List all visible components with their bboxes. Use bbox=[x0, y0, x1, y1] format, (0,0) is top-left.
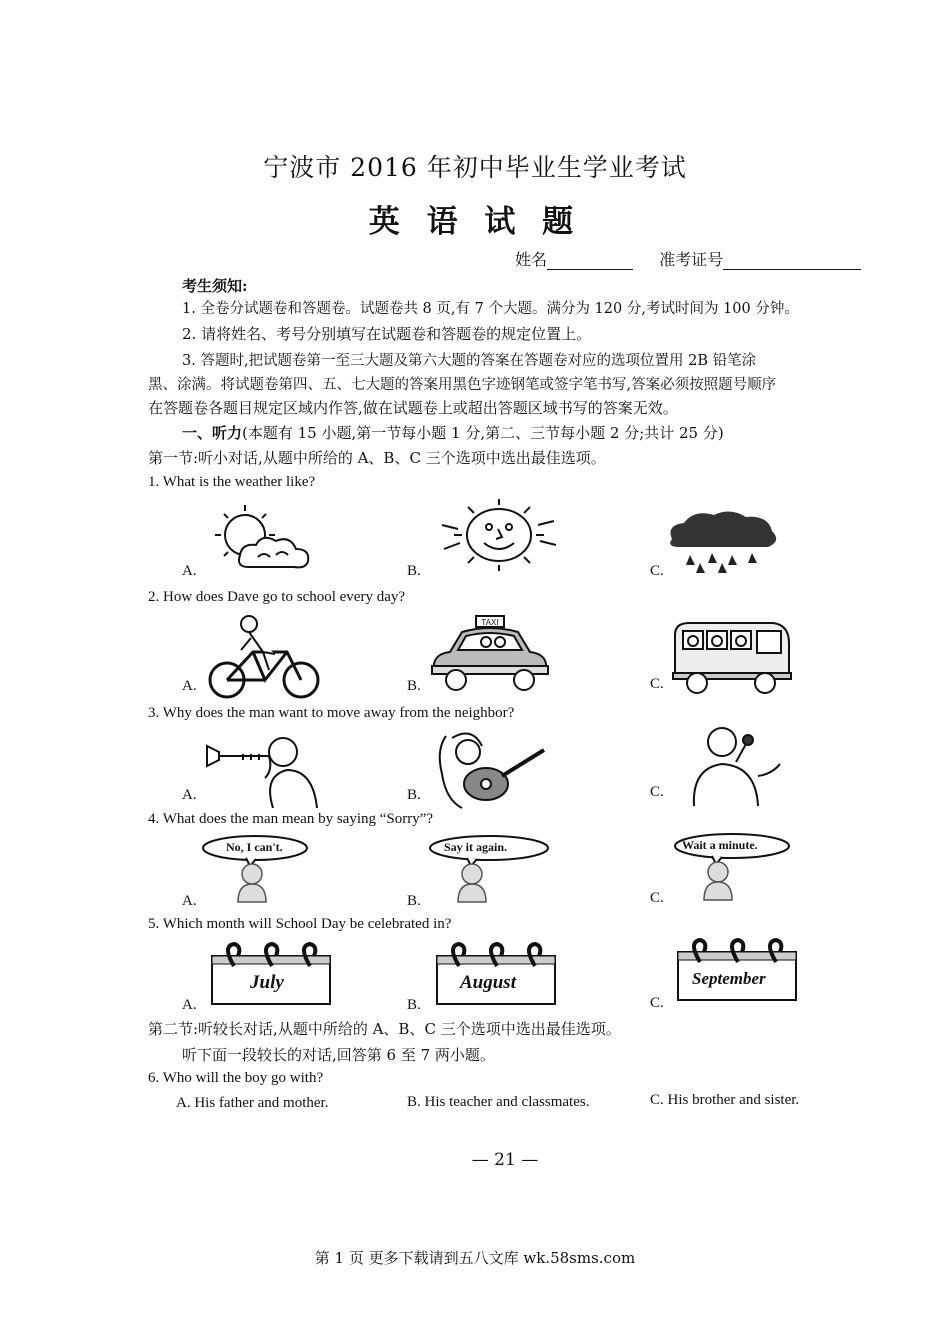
sun-cloud-icon bbox=[200, 497, 320, 577]
rain-cloud-icon bbox=[660, 505, 785, 575]
notice-item-1: 1. 全卷分试题卷和答题卷。试题卷共 8 页,有 7 个大题。满分为 120 分,考试时间为 100 分钟。 bbox=[182, 301, 799, 317]
subject-title: 英 语 试 题 bbox=[368, 204, 582, 240]
id-label: 准考证号 bbox=[659, 250, 724, 269]
name-blank[interactable] bbox=[547, 269, 633, 270]
q4-option-a-label[interactable]: A. bbox=[182, 893, 197, 909]
section2-subinstruction: 听下面一段较长的对话,回答第 6 至 7 两小题。 bbox=[182, 1046, 495, 1064]
question-6: 6. Who will the boy go with? bbox=[148, 1070, 324, 1086]
q1-option-a-label[interactable]: A. bbox=[182, 563, 197, 579]
q3-option-a-label[interactable]: A. bbox=[182, 787, 197, 803]
q4-option-b-label[interactable]: B. bbox=[407, 893, 421, 909]
person-icon bbox=[230, 862, 274, 904]
q4-c-bubble-text: Wait a minute. bbox=[682, 838, 758, 852]
question-4: 4. What does the man mean by saying “Sorry”? bbox=[148, 811, 434, 827]
q5-b-month: August bbox=[460, 972, 516, 993]
question-2: 2. How does Dave go to school every day? bbox=[148, 589, 406, 605]
q6-option-c[interactable]: C. His brother and sister. bbox=[650, 1092, 800, 1108]
q2-option-a-label[interactable]: A. bbox=[182, 678, 197, 694]
q4-b-bubble-text: Say it again. bbox=[444, 840, 508, 854]
id-blank[interactable] bbox=[723, 269, 861, 270]
section1-instruction: 第一节:听小对话,从题中所给的 A、B、C 三个选项中选出最佳选项。 bbox=[148, 449, 606, 467]
notice-item-3-line3: 在答题卷各题目规定区域内作答,做在试题卷上或超出答题区域书写的答案无效。 bbox=[148, 399, 678, 417]
question-3: 3. Why does the man want to move away from the neighbor? bbox=[148, 705, 515, 721]
taxi-icon bbox=[428, 612, 553, 698]
svg-text:TAXI: TAXI bbox=[481, 618, 499, 627]
part1-title: 一、听力 bbox=[182, 424, 243, 442]
q6-option-a[interactable]: A. His father and mother. bbox=[176, 1095, 329, 1111]
q5-option-c-label[interactable]: C. bbox=[650, 995, 664, 1011]
q5-option-a-label[interactable]: A. bbox=[182, 997, 197, 1013]
q5-a-month: July bbox=[250, 972, 284, 993]
singer-icon bbox=[676, 722, 788, 806]
q5-option-b-label[interactable]: B. bbox=[407, 997, 421, 1013]
guitar-player-icon bbox=[432, 730, 550, 810]
q1-option-c-label[interactable]: C. bbox=[650, 563, 664, 579]
name-label: 姓名 bbox=[515, 250, 548, 269]
q4-option-c-label[interactable]: C. bbox=[650, 890, 664, 906]
bicycle-icon bbox=[205, 612, 325, 700]
part1-heading bbox=[182, 422, 724, 443]
candidate-info-line bbox=[515, 247, 861, 270]
q3-option-c-label[interactable]: C. bbox=[650, 784, 664, 800]
q3-option-b-label[interactable]: B. bbox=[407, 787, 421, 803]
footer-text: 第 1 页 更多下载请到五八文库 wk.58sms.com bbox=[314, 1249, 636, 1267]
section2-instruction: 第二节:听较长对话,从题中所给的 A、B、C 三个选项中选出最佳选项。 bbox=[148, 1020, 621, 1038]
q2-option-b-label[interactable]: B. bbox=[407, 678, 421, 694]
trumpet-player-icon bbox=[203, 730, 321, 808]
person-icon bbox=[696, 860, 740, 902]
q5-c-month: September bbox=[692, 969, 766, 988]
sun-icon bbox=[432, 495, 567, 575]
page-number: — 21 — bbox=[471, 1150, 539, 1170]
part1-note: (本题有 15 小题,第一节每小题 1 分,第二、三节每小题 2 分;共计 25 分) bbox=[242, 424, 724, 442]
exam-title: 宁波市 2016 年初中毕业生学业考试 bbox=[263, 153, 687, 182]
question-1: 1. What is the weather like? bbox=[148, 474, 316, 490]
notice-item-3-line2: 黑、涂满。将试题卷第四、五、七大题的答案用黑色字迹钢笔或签字笔书写,答案必须按照题号顺序 bbox=[148, 377, 777, 393]
person-icon bbox=[450, 862, 494, 904]
notice-heading: 考生须知: bbox=[182, 277, 248, 295]
q1-option-b-label[interactable]: B. bbox=[407, 563, 421, 579]
notice-item-2: 2. 请将姓名、考号分别填写在试题卷和答题卷的规定位置上。 bbox=[182, 325, 592, 343]
q6-option-b[interactable]: B. His teacher and classmates. bbox=[407, 1094, 590, 1110]
q4-a-bubble-text: No, I can't. bbox=[226, 840, 283, 854]
school-bus-icon bbox=[665, 617, 795, 697]
q2-option-c-label[interactable]: C. bbox=[650, 676, 664, 692]
question-5: 5. Which month will School Day be celebrated in? bbox=[148, 916, 452, 932]
notice-item-3-line1: 3. 答题时,把试题卷第一至三大题及第六大题的答案在答题卷对应的选项位置用 2B 铅笔涂 bbox=[182, 353, 757, 369]
